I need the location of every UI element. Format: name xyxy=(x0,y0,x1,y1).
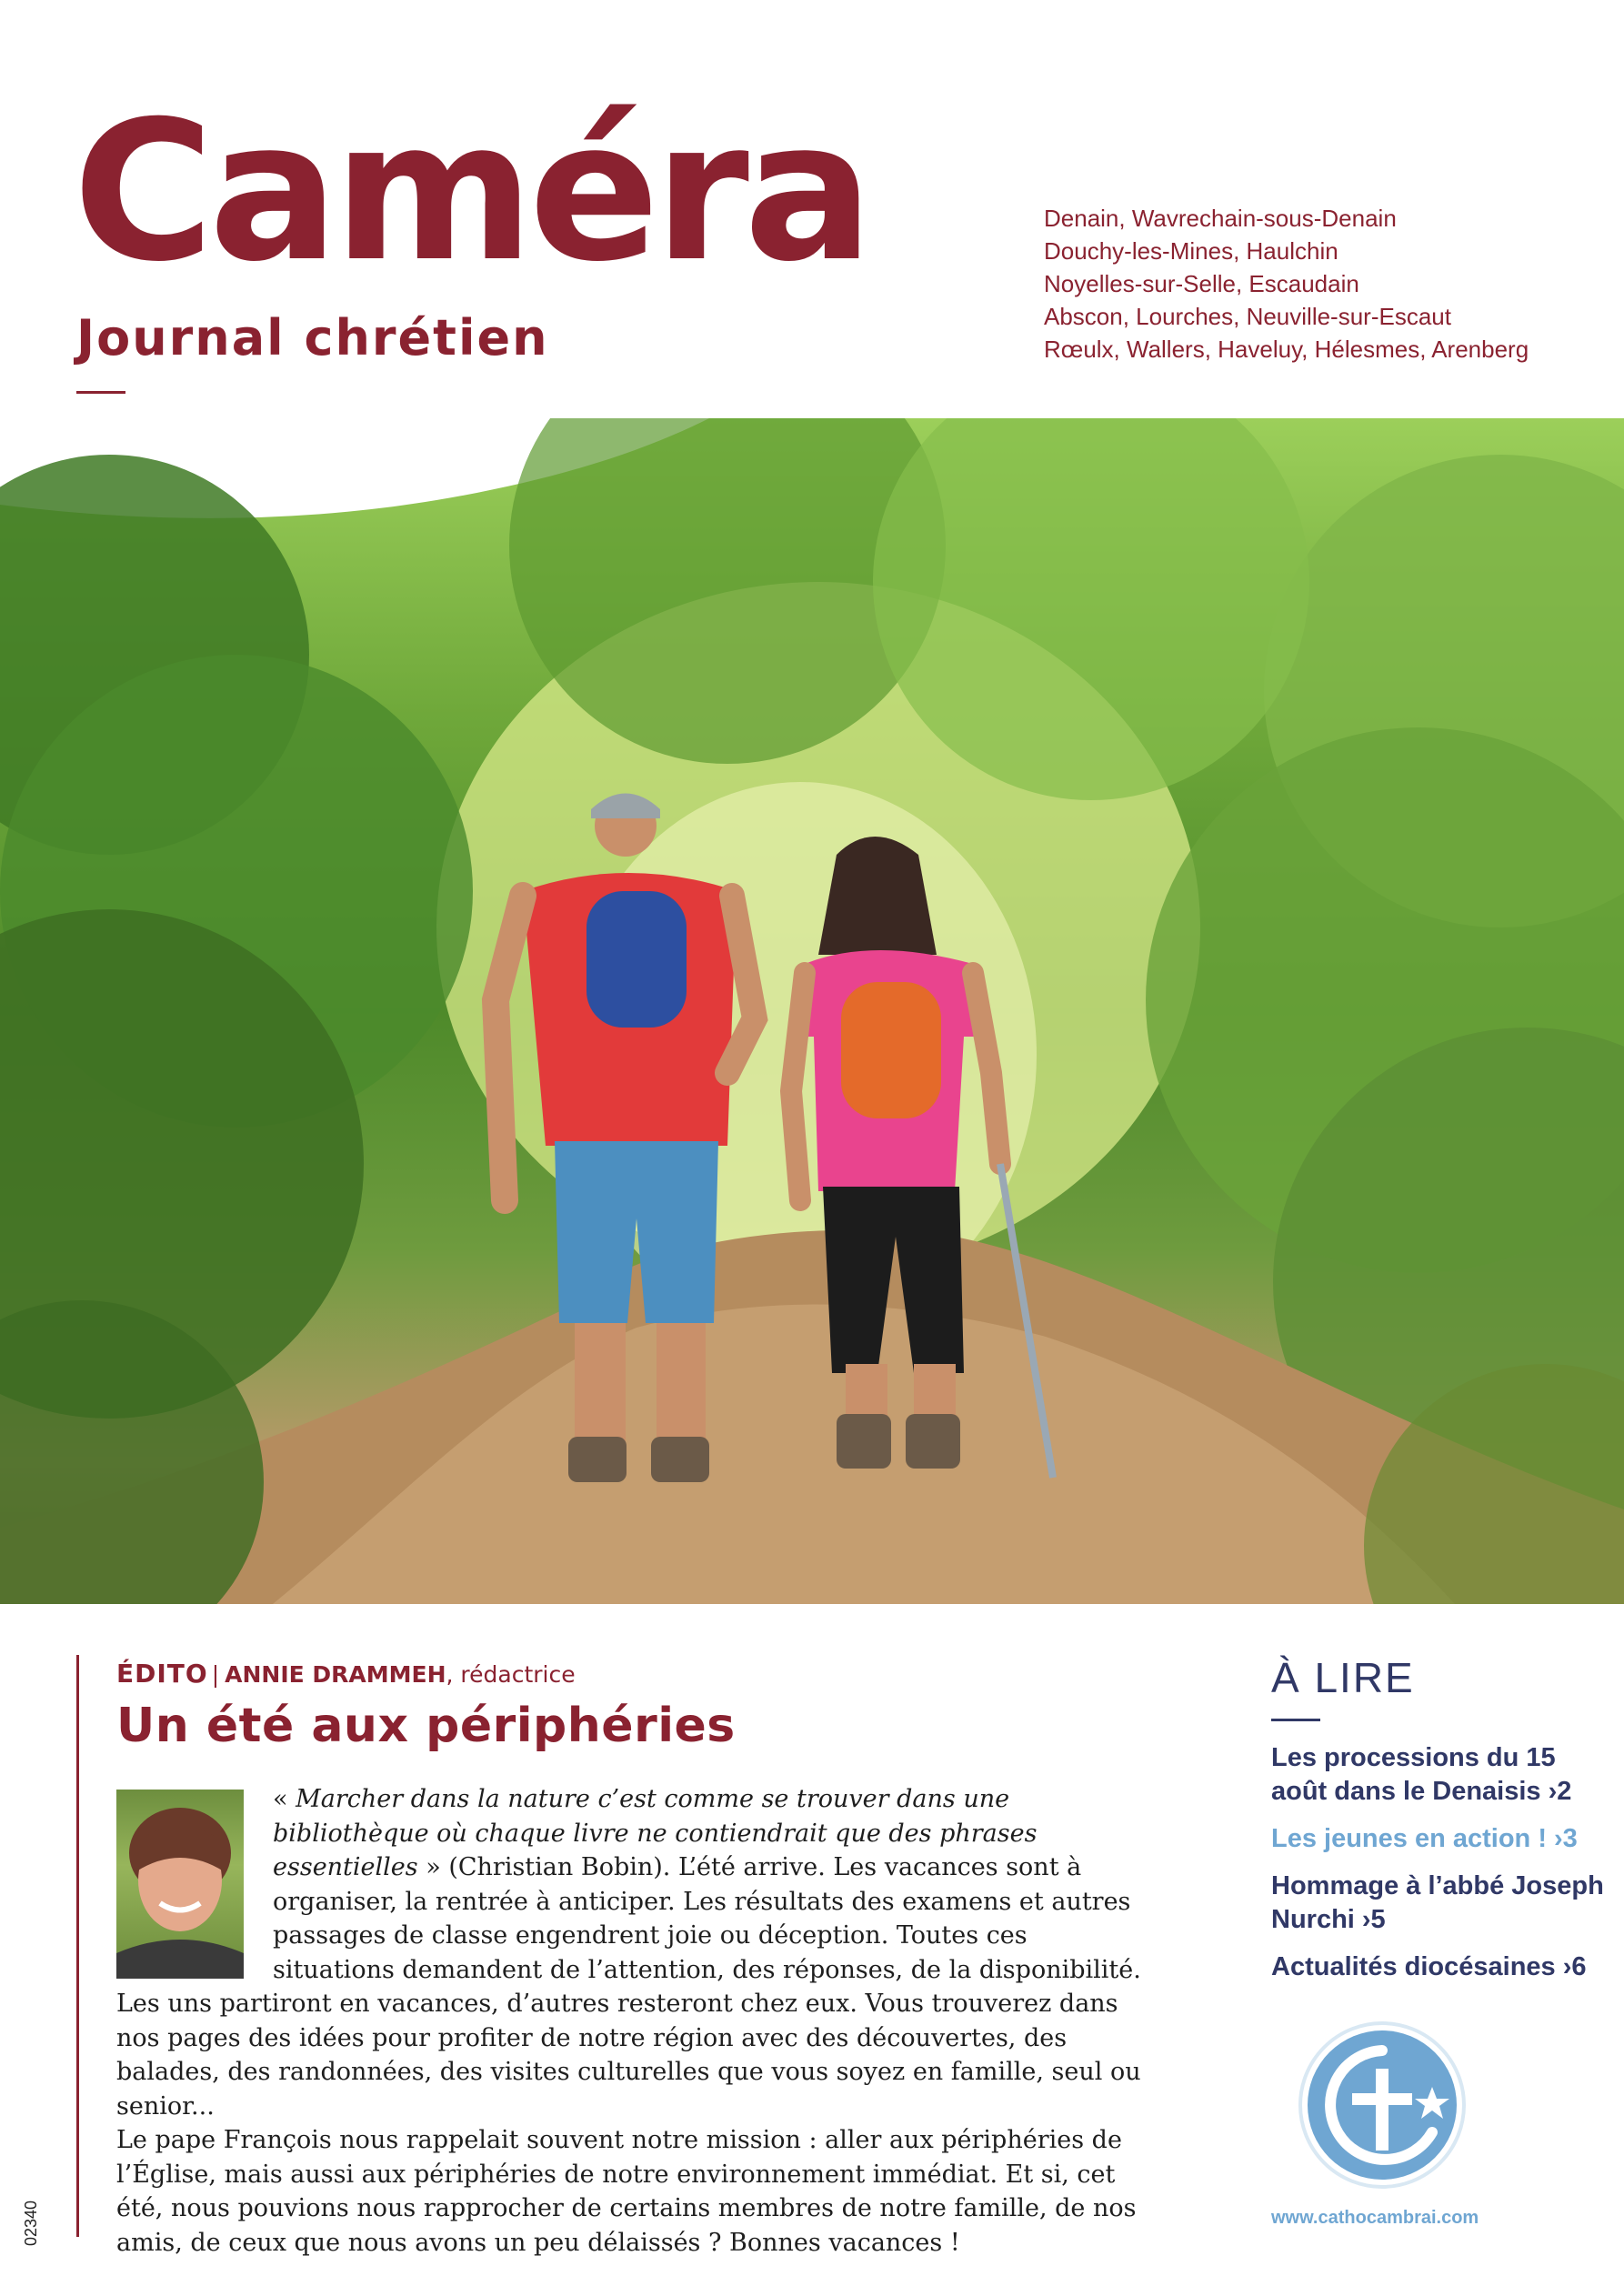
edito-title: Un été aux périphéries xyxy=(116,1699,736,1753)
author-portrait xyxy=(116,1790,244,1979)
a-lire-heading: À LIRE xyxy=(1271,1654,1415,1701)
issue-code: 02340 xyxy=(22,2200,40,2246)
quote-open: « xyxy=(273,1785,296,1813)
forest-path-illustration xyxy=(0,418,1624,1604)
portrait-illustration xyxy=(116,1790,244,1979)
intro-text: L’été arrive. Les vacances sont à organiser, la rentrée à anticiper. Les résultats des examens et autres passages de classe engendrent joie ou déception. Toutes ces situations demandent de l’attention, des réponses, de la disponibilité. xyxy=(273,1853,1141,1984)
edito-intro xyxy=(273,1782,1146,1987)
parish-line: Douchy-les-Mines, Haulchin xyxy=(1044,237,1338,265)
parish-line: Noyelles-sur-Selle, Escaudain xyxy=(1044,270,1359,297)
a-lire-item[interactable]: Les jeunes en action ! ›3 xyxy=(1271,1824,1578,1853)
a-lire-item[interactable]: Les processions du 15 août dans le Denaisis ›2 xyxy=(1271,1743,1572,1806)
parish-line: Abscon, Lourches, Neuville-sur-Escaut xyxy=(1044,303,1451,330)
quote-close: » (Christian Bobin). xyxy=(417,1853,671,1881)
website-link[interactable]: www.cathocambrai.com xyxy=(1271,2208,1479,2228)
a-lire-list xyxy=(1271,1741,1608,1998)
a-lire-item[interactable]: Actualités diocésaines ›6 xyxy=(1271,1952,1587,1981)
diocese-logo-icon xyxy=(1296,2019,1469,2191)
a-lire-item[interactable]: Hommage à l’abbé Joseph Nurchi ›5 xyxy=(1271,1871,1604,1934)
edito-kicker xyxy=(116,1659,576,1689)
quote-text: Marcher dans la nature c’est comme se trouver dans une bibliothèque où chaque livre ne contiendrait que des phrases essentielles xyxy=(273,1785,1038,1881)
edito-author: ANNIE DRAMMEH xyxy=(225,1661,446,1688)
edito-author-role: , rédactrice xyxy=(446,1661,576,1688)
body-paragraph: Le pape François nous rappelait souvent notre mission : aller aux périphéries de l’Église, mais aussi aux périphéries de notre environnement immédiat. Et si, cet été, nous pouvions nous rapprocher de certains membres de notre famille, de nos amis, de ceux que nous avons un peu délaissés ? Bonnes vacances ! xyxy=(116,2126,1137,2257)
a-lire-divider xyxy=(1271,1719,1320,1721)
parish-line: Denain, Wavrechain-sous-Denain xyxy=(1044,205,1397,232)
parish-line: Rœulx, Wallers, Haveluy, Hélesmes, Arenberg xyxy=(1044,336,1529,363)
edito-separator: | xyxy=(211,1661,220,1688)
edito-label: ÉDITO xyxy=(116,1659,208,1689)
masthead-divider xyxy=(76,391,125,394)
edito-sidebar-rule xyxy=(76,1655,79,2237)
magazine-subtitle: Journal chrétien xyxy=(76,309,549,366)
body-paragraph: Les uns partiront en vacances, d’autres resteront chez eux. Vous trouverez dans nos pages des idées pour profiter de notre région avec des découvertes, des balades, des randonnées, des visites culturelles que vous soyez en famille, seul ou senior... xyxy=(116,1990,1141,2121)
cover-photo xyxy=(0,418,1624,1604)
edito-body xyxy=(116,1987,1162,2260)
magazine-title: Caméra xyxy=(73,79,868,304)
parishes-list xyxy=(1044,202,1589,366)
